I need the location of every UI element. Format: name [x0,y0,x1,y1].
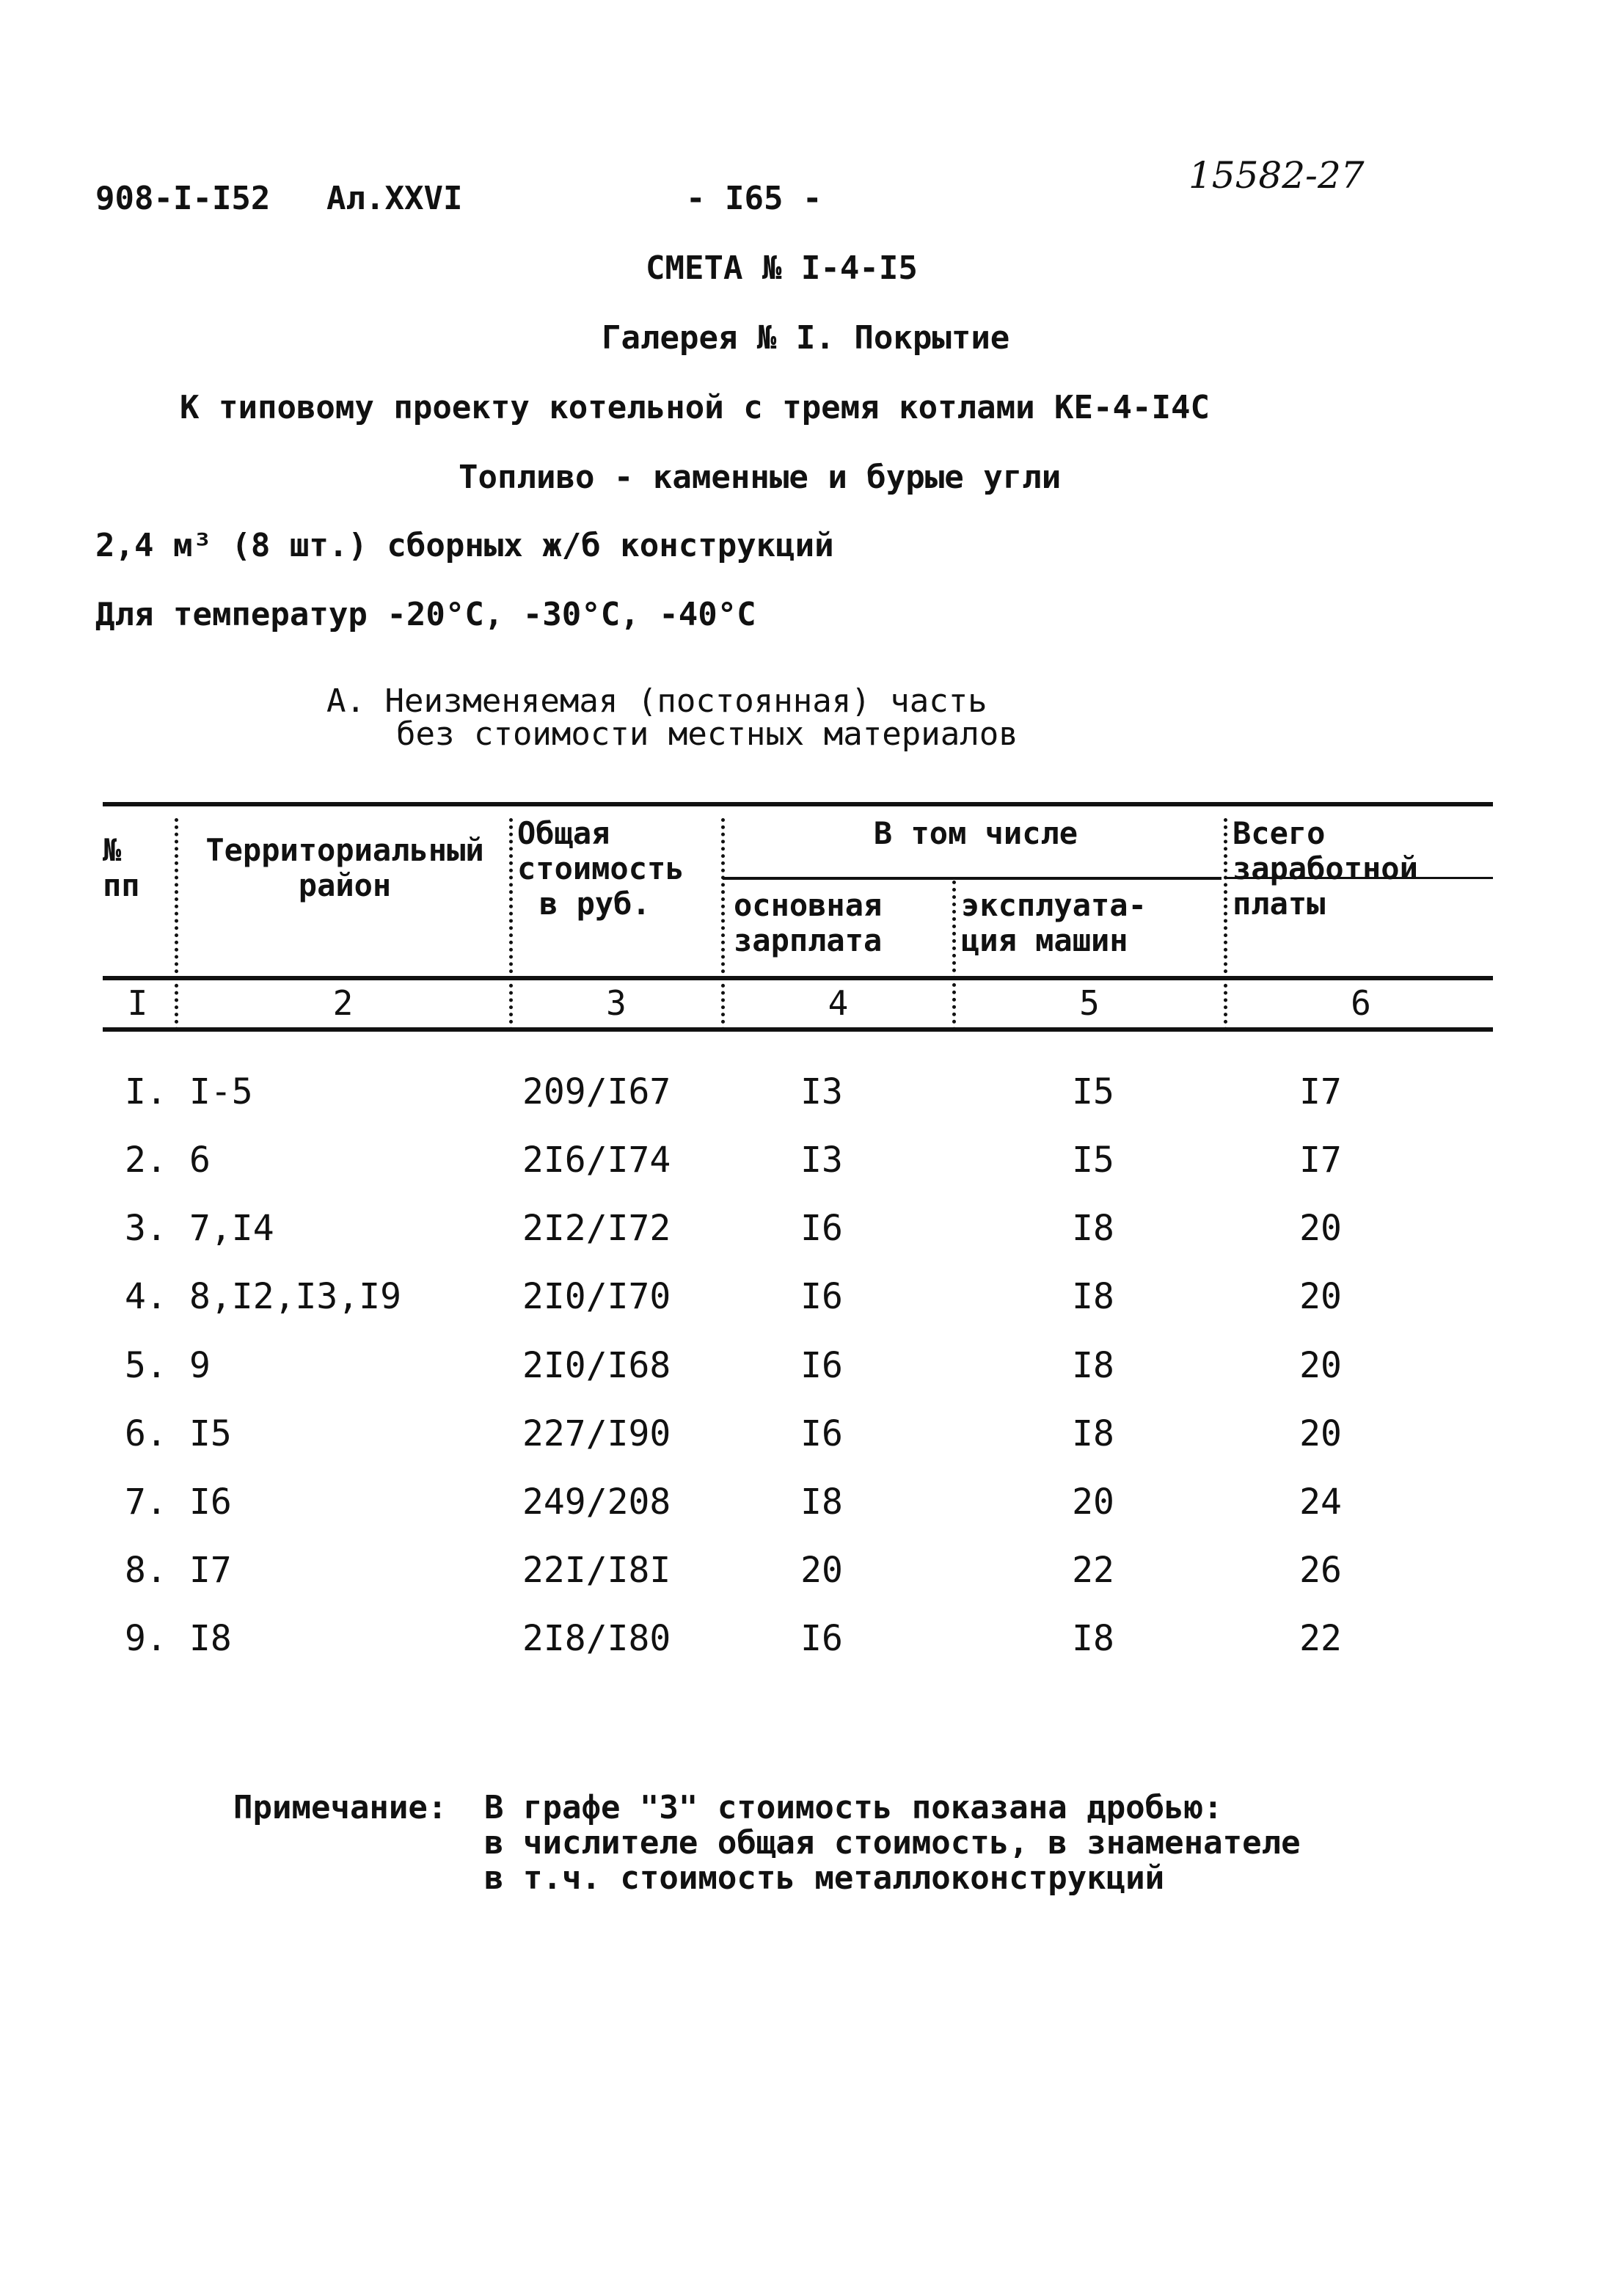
table-top-rule [103,802,1493,806]
row-total-cost: 249/208 [522,1482,671,1523]
row-region: 6 [189,1140,211,1181]
row-machine-operation: I5 [1072,1140,1114,1181]
header-total-wage: Всего заработной платы [1233,815,1418,922]
column-numbers-rule [103,1027,1493,1032]
section-title-line1: А. Неизменяемая (постоянная) часть [326,682,987,720]
row-machine-operation: 20 [1072,1482,1114,1523]
row-total-wage: 20 [1299,1413,1342,1454]
row-total-wage: 26 [1299,1550,1342,1591]
row-machine-operation: I8 [1072,1345,1114,1386]
row-region: 7,I4 [189,1208,274,1249]
row-machine-operation: 22 [1072,1550,1114,1591]
column-number-3: 3 [606,983,627,1023]
row-total-wage: I7 [1299,1071,1342,1112]
table-row [0,1482,1603,1526]
row-machine-operation: I5 [1072,1071,1114,1112]
row-base-wage: I8 [800,1482,843,1523]
estimate-title: СМЕТА № I-4-I5 [646,249,918,287]
note-line-2: в числителе общая стоимость, в знаменателе [484,1824,1301,1862]
row-number: 4. [125,1276,167,1317]
table-row [0,1345,1603,1389]
page-number: - I65 - [686,180,822,217]
table-row [0,1071,1603,1115]
section-title-line2: без стоимости местных материалов [396,715,1018,753]
row-total-wage: I7 [1299,1140,1342,1181]
row-base-wage: I6 [800,1345,843,1386]
document-code: 908-I-I52 [95,180,271,217]
note-label: Примечание: [233,1789,448,1826]
row-number: I. [125,1071,167,1112]
row-base-wage: 20 [800,1550,843,1591]
column-number-6: 6 [1351,983,1371,1023]
row-base-wage: I6 [800,1208,843,1249]
row-total-cost: 2I2/I72 [522,1208,671,1249]
row-total-cost: 22I/I8I [522,1550,671,1591]
column-separator [175,818,178,1031]
column-separator [509,818,513,1031]
temperature-line: Для температур -20°С, -30°С, -40°С [95,596,756,633]
row-region: I5 [189,1413,232,1454]
column-separator [1224,818,1227,1031]
header-num: № пп [103,832,140,903]
subheader-rule [723,877,1222,880]
row-region: 8,I2,I3,I9 [189,1276,401,1317]
header-bottom-rule [103,976,1493,980]
row-number: 2. [125,1140,167,1181]
column-number-4: 4 [828,983,849,1023]
album-number: Ал.XXVI [326,180,463,217]
note-line-1: В графе "3" стоимость показана дробью: [484,1789,1223,1826]
row-base-wage: I6 [800,1413,843,1454]
column-separator [721,818,725,1031]
table-row [0,1413,1603,1457]
row-total-wage: 20 [1299,1208,1342,1249]
row-machine-operation: I8 [1072,1276,1114,1317]
gallery-title: Галерея № I. Покрытие [602,319,1010,357]
row-base-wage: I6 [800,1276,843,1317]
row-number: 5. [125,1345,167,1386]
row-total-wage: 22 [1299,1618,1342,1659]
row-number: 3. [125,1208,167,1249]
row-total-cost: 2I0/I70 [522,1276,671,1317]
column-separator [952,881,956,1031]
row-region: I7 [189,1550,232,1591]
row-total-wage: 24 [1299,1482,1342,1523]
handwritten-number: 15582-27 [1188,154,1365,197]
row-total-cost: 2I6/I74 [522,1140,671,1181]
row-total-cost: 209/I67 [522,1071,671,1112]
row-number: 8. [125,1550,167,1591]
column-number-5: 5 [1079,983,1100,1023]
volume-line: 2,4 м³ (8 шт.) сборных ж/б конструкций [95,527,834,564]
row-machine-operation: I8 [1072,1208,1114,1249]
table-row [0,1140,1603,1184]
row-machine-operation: I8 [1072,1618,1114,1659]
row-region: I-5 [189,1071,253,1112]
row-base-wage: I3 [800,1140,843,1181]
row-total-cost: 2I8/I80 [522,1618,671,1659]
row-base-wage: I6 [800,1618,843,1659]
header-region: Территориальный район [205,832,484,903]
row-region: I8 [189,1618,232,1659]
table-row [0,1276,1603,1320]
header-including: В том числе [873,815,1078,851]
row-region: I6 [189,1482,232,1523]
row-number: 9. [125,1618,167,1659]
table-row [0,1208,1603,1252]
row-base-wage: I3 [800,1071,843,1112]
header-base-wage: основная зарплата [734,887,883,958]
row-total-cost: 227/I90 [522,1413,671,1454]
row-machine-operation: I8 [1072,1413,1114,1454]
table-row [0,1618,1603,1662]
row-number: 6. [125,1413,167,1454]
column-number-1: I [127,983,148,1023]
fuel-title: Топливо - каменные и бурые угли [459,459,1062,496]
header-total-cost: Общая стоимость в руб. [517,815,684,922]
row-number: 7. [125,1482,167,1523]
row-total-cost: 2I0/I68 [522,1345,671,1386]
note-line-3: в т.ч. стоимость металлоконструкций [484,1859,1165,1897]
project-title: К типовому проекту котельной с тремя котлами КЕ-4-I4С [180,389,1210,426]
header-machine-operation: эксплуата- ция машин [961,887,1147,958]
table-row [0,1550,1603,1594]
row-region: 9 [189,1345,211,1386]
column-number-2: 2 [332,983,354,1023]
row-total-wage: 20 [1299,1276,1342,1317]
row-total-wage: 20 [1299,1345,1342,1386]
